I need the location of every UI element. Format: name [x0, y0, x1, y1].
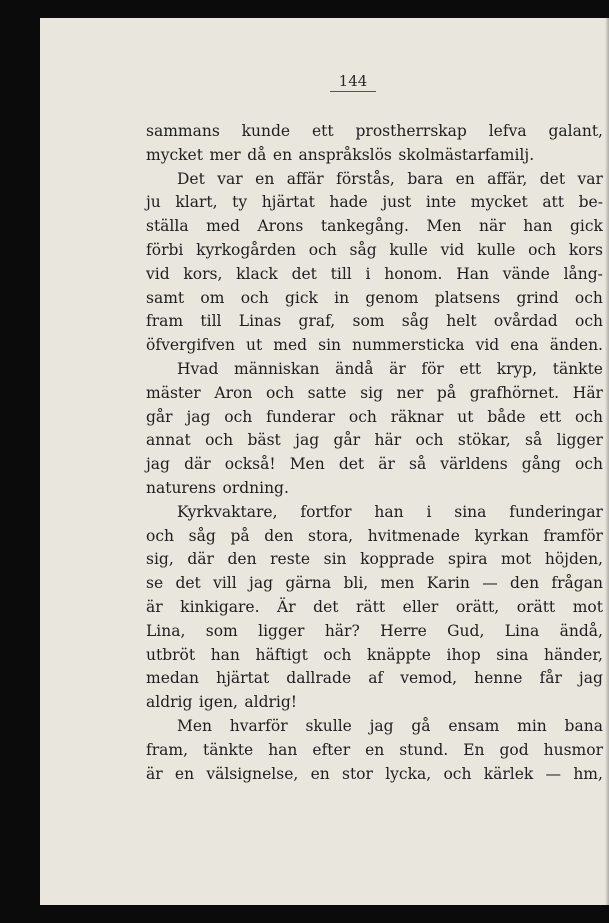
- word: ändå: [335, 359, 374, 378]
- word: bäst: [247, 431, 281, 450]
- word: mot: [501, 550, 532, 569]
- word: han: [374, 502, 404, 521]
- word: är: [146, 764, 163, 783]
- word: dallrade: [286, 669, 352, 688]
- word: bana: [564, 716, 603, 735]
- word: som: [352, 312, 385, 331]
- word: på: [436, 383, 457, 402]
- text-line: [146, 191, 603, 215]
- word: i: [365, 264, 371, 283]
- word: vände: [502, 264, 550, 283]
- word: rätt: [356, 597, 386, 616]
- word: Karin: [426, 574, 470, 593]
- word: af: [368, 669, 384, 688]
- word: Linas: [238, 312, 282, 331]
- word: det: [338, 455, 365, 474]
- word: platsens: [434, 288, 501, 307]
- word: som: [205, 621, 238, 640]
- word: och: [308, 240, 337, 259]
- word: kulle: [389, 240, 428, 259]
- word: ställa: [146, 217, 189, 236]
- word: och: [205, 431, 234, 450]
- word: Kyrkvaktare,: [177, 502, 278, 521]
- word: fram: [146, 312, 184, 331]
- word: Aron: [214, 383, 253, 402]
- word: se: [146, 574, 164, 593]
- word: min: [517, 716, 547, 735]
- word: kärlek: [483, 764, 534, 783]
- word: världens: [440, 455, 508, 474]
- word: går: [146, 407, 173, 426]
- word: ligger: [258, 621, 305, 640]
- word: skulle: [305, 716, 352, 735]
- word: när: [479, 217, 506, 236]
- word: helt: [446, 312, 477, 331]
- word: kunde: [241, 122, 291, 140]
- word: lefva: [488, 122, 527, 140]
- text-line: [146, 501, 603, 525]
- word: för: [421, 359, 444, 378]
- word: den: [227, 550, 257, 569]
- text-line: [146, 310, 603, 334]
- text-line: [146, 334, 603, 358]
- word: stund.: [399, 740, 449, 759]
- word: om: [200, 288, 225, 307]
- word: reste: [270, 550, 311, 569]
- word: är: [146, 597, 163, 616]
- word: kyrkan: [474, 526, 529, 545]
- text-line: [146, 667, 603, 691]
- word: med: [206, 217, 240, 236]
- word: jag: [249, 574, 274, 593]
- word: och: [415, 431, 444, 450]
- text-line: [146, 144, 603, 168]
- word: ena: [510, 336, 539, 355]
- word: kulle: [476, 240, 516, 259]
- word: den: [510, 574, 540, 593]
- word: öfvergifven: [146, 336, 235, 355]
- word: god: [499, 740, 529, 759]
- word: vid: [146, 264, 170, 283]
- word: Det: [177, 169, 205, 188]
- word: var: [577, 169, 603, 188]
- word: klart,: [175, 193, 218, 212]
- word: affär,: [487, 169, 528, 188]
- word: gång: [521, 455, 561, 474]
- word: Men: [177, 716, 213, 735]
- word: utbröt: [146, 645, 196, 664]
- word: såg: [349, 240, 377, 259]
- word: bli,: [343, 574, 369, 593]
- word: Herre: [380, 621, 427, 640]
- word: en: [174, 764, 195, 783]
- word: förstås,: [336, 169, 395, 188]
- word: igen,: [198, 693, 238, 712]
- word: och: [528, 240, 557, 259]
- word: där: [184, 455, 211, 474]
- text-line: [146, 382, 603, 406]
- word: människan: [234, 359, 320, 378]
- word: honom.: [384, 264, 443, 283]
- word: sig,: [146, 550, 174, 569]
- text-line: [146, 406, 603, 430]
- word: kopprade: [360, 550, 435, 569]
- word: och: [443, 764, 472, 783]
- word: såg: [401, 312, 429, 331]
- text-line: [146, 572, 603, 596]
- word: tänkte: [202, 740, 254, 759]
- word: kors,: [183, 264, 223, 283]
- text-line: [146, 691, 603, 715]
- word: frågan: [551, 574, 603, 593]
- word: jag: [578, 669, 603, 688]
- word: var: [217, 169, 243, 188]
- word: han: [210, 645, 240, 664]
- word: ett: [539, 407, 562, 426]
- text-line: [146, 120, 603, 144]
- word: här?: [324, 621, 360, 640]
- word: samt: [146, 288, 185, 307]
- word: det: [539, 169, 566, 188]
- word: då: [247, 145, 267, 164]
- word: det: [291, 264, 317, 283]
- word: både: [487, 407, 526, 426]
- text-line: [146, 525, 603, 549]
- word: hade: [329, 193, 368, 212]
- word: kors: [568, 240, 603, 259]
- word: får: [539, 669, 562, 688]
- text-line: [146, 763, 603, 787]
- word: Är: [277, 597, 296, 616]
- text-line: [146, 596, 603, 620]
- word: spira: [447, 550, 488, 569]
- word: vemod,: [400, 669, 458, 688]
- word: ligger: [556, 431, 603, 450]
- word: jag: [295, 431, 320, 450]
- word: funderar: [266, 407, 335, 426]
- word: till: [200, 312, 222, 331]
- word: sig: [360, 383, 383, 402]
- word: in: [334, 288, 350, 307]
- word: en: [310, 764, 330, 783]
- text-line: [146, 429, 603, 453]
- word: jag: [186, 407, 211, 426]
- text-line: [146, 358, 603, 382]
- body-text: [146, 120, 603, 786]
- word: och: [574, 455, 603, 474]
- word: och: [574, 407, 603, 426]
- word: han: [523, 217, 553, 236]
- text-line: [146, 453, 603, 477]
- word: en: [365, 740, 385, 759]
- word: be-: [578, 193, 603, 212]
- word: till: [330, 264, 352, 283]
- word: —: [482, 574, 498, 593]
- word: en: [255, 169, 275, 188]
- word: ordning.: [222, 478, 289, 497]
- word: klack: [236, 264, 278, 283]
- word: orätt: [516, 597, 556, 616]
- word: höjden,: [544, 550, 603, 569]
- word: kyrkogården: [196, 240, 297, 259]
- text-line: [146, 620, 603, 644]
- word: med: [273, 336, 308, 355]
- word: vill: [213, 574, 237, 593]
- word: fram,: [146, 740, 189, 759]
- text-line: [146, 168, 603, 192]
- word: mäster: [146, 383, 201, 402]
- word: graf,: [298, 312, 336, 331]
- word: sina: [496, 645, 529, 664]
- word: ut: [246, 336, 263, 355]
- text-line: [146, 715, 603, 739]
- word: och: [240, 288, 269, 307]
- word: men: [380, 574, 415, 593]
- word: ovårdad: [493, 312, 558, 331]
- word: ner: [396, 383, 424, 402]
- word: också!: [224, 455, 276, 474]
- word: orätt,: [455, 597, 500, 616]
- text-line: [146, 287, 603, 311]
- word: Här: [572, 383, 603, 402]
- word: är: [389, 359, 406, 378]
- word: efter: [312, 740, 351, 759]
- word: —: [545, 764, 562, 783]
- word: stora,: [308, 526, 354, 545]
- word: mycket: [146, 145, 203, 164]
- text-line: [146, 477, 603, 501]
- word: hjärtat: [261, 193, 315, 212]
- word: såg: [188, 526, 216, 545]
- word: just: [382, 193, 412, 212]
- word: Gud,: [447, 621, 485, 640]
- text-line: [146, 548, 603, 572]
- word: sina: [454, 502, 487, 521]
- text-line: [146, 239, 603, 263]
- word: förbi: [146, 240, 184, 259]
- word: och: [146, 526, 174, 545]
- word: vid: [475, 336, 500, 355]
- word: räknar: [390, 407, 444, 426]
- word: mot: [572, 597, 603, 616]
- word: gick: [284, 288, 318, 307]
- word: mer: [209, 145, 241, 164]
- word: annat: [146, 431, 191, 450]
- word: aldrig: [146, 693, 193, 712]
- word: gick: [570, 217, 603, 236]
- word: naturens: [146, 478, 216, 497]
- word: henne: [474, 669, 523, 688]
- word: husmor: [543, 740, 603, 759]
- word: ty: [232, 193, 248, 212]
- word: och: [224, 407, 253, 426]
- word: ändå,: [559, 621, 603, 640]
- word: nummersticka: [352, 336, 465, 355]
- word: lycka,: [385, 764, 432, 783]
- word: händer,: [544, 645, 603, 664]
- word: Arons: [257, 217, 304, 236]
- word: anspråkslös: [298, 145, 392, 164]
- word: hvitmenade: [367, 526, 460, 545]
- word: inte: [425, 193, 457, 212]
- word: En: [463, 740, 485, 759]
- text-line: [146, 263, 603, 287]
- word: änden.: [549, 336, 603, 355]
- word: välsignelse,: [206, 764, 299, 783]
- word: och: [574, 312, 603, 331]
- word: hjärtat: [216, 669, 270, 688]
- word: stökar,: [457, 431, 511, 450]
- word: det: [313, 597, 339, 616]
- word: ihop: [446, 645, 481, 664]
- book-page: [40, 18, 609, 905]
- word: sin: [323, 550, 347, 569]
- word: här: [374, 431, 402, 450]
- word: i: [426, 502, 432, 521]
- word: eller: [402, 597, 439, 616]
- word: det: [175, 574, 201, 593]
- word: ett: [311, 122, 334, 140]
- page-number: 144: [330, 72, 376, 92]
- word: Lina: [504, 621, 540, 640]
- word: Hvad: [177, 359, 219, 378]
- word: satte: [307, 383, 347, 402]
- word: jag: [146, 455, 170, 474]
- word: mycket: [470, 193, 528, 212]
- word: där: [187, 550, 214, 569]
- word: sin: [318, 336, 342, 355]
- word: och: [348, 407, 377, 426]
- word: medan: [146, 669, 200, 688]
- word: och: [574, 288, 603, 307]
- word: kryp,: [496, 359, 538, 378]
- word: och: [265, 383, 294, 402]
- text-line: [146, 215, 603, 239]
- word: hvarför: [229, 716, 288, 735]
- word: sammans: [146, 122, 220, 140]
- word: kinkigare.: [180, 597, 260, 616]
- word: aldrig!: [244, 693, 298, 712]
- text-line: [146, 739, 603, 763]
- word: en: [455, 169, 475, 188]
- word: på: [230, 526, 250, 545]
- word: går: [333, 431, 361, 450]
- word: ju: [146, 193, 161, 212]
- word: ett: [459, 359, 482, 378]
- word: grafhörnet.: [469, 383, 560, 402]
- word: ut: [457, 407, 474, 426]
- word: ensam: [448, 716, 500, 735]
- word: genom: [365, 288, 419, 307]
- word: Lina,: [146, 621, 186, 640]
- word: att: [542, 193, 565, 212]
- word: tänkte: [552, 359, 603, 378]
- word: vid: [440, 240, 465, 259]
- word: Han: [456, 264, 489, 283]
- word: Men: [289, 455, 325, 474]
- word: galant,: [548, 122, 603, 140]
- word: är: [378, 455, 395, 474]
- word: stor: [342, 764, 373, 783]
- word: en: [272, 145, 293, 164]
- word: häftigt: [255, 645, 308, 664]
- word: tankegång.: [320, 217, 409, 236]
- word: gå: [411, 716, 431, 735]
- word: han: [268, 740, 298, 759]
- word: så: [525, 431, 543, 450]
- word: den: [264, 526, 294, 545]
- word: lång-: [563, 264, 603, 283]
- word: affär: [286, 169, 324, 188]
- word: gärna: [285, 574, 332, 593]
- word: prostherrskap: [355, 122, 467, 140]
- word: bara: [407, 169, 444, 188]
- word: Men: [426, 217, 462, 236]
- word: hm,: [573, 764, 603, 783]
- word: och: [323, 645, 352, 664]
- word: så: [408, 455, 427, 474]
- word: fortfor: [300, 502, 352, 521]
- word: knäppte: [367, 645, 431, 664]
- text-line: [146, 644, 603, 668]
- word: funderingar: [509, 502, 603, 521]
- word: jag: [369, 716, 394, 735]
- word: skolmästarfamilj.: [398, 145, 535, 164]
- word: grind: [516, 288, 559, 307]
- word: framför: [543, 526, 603, 545]
